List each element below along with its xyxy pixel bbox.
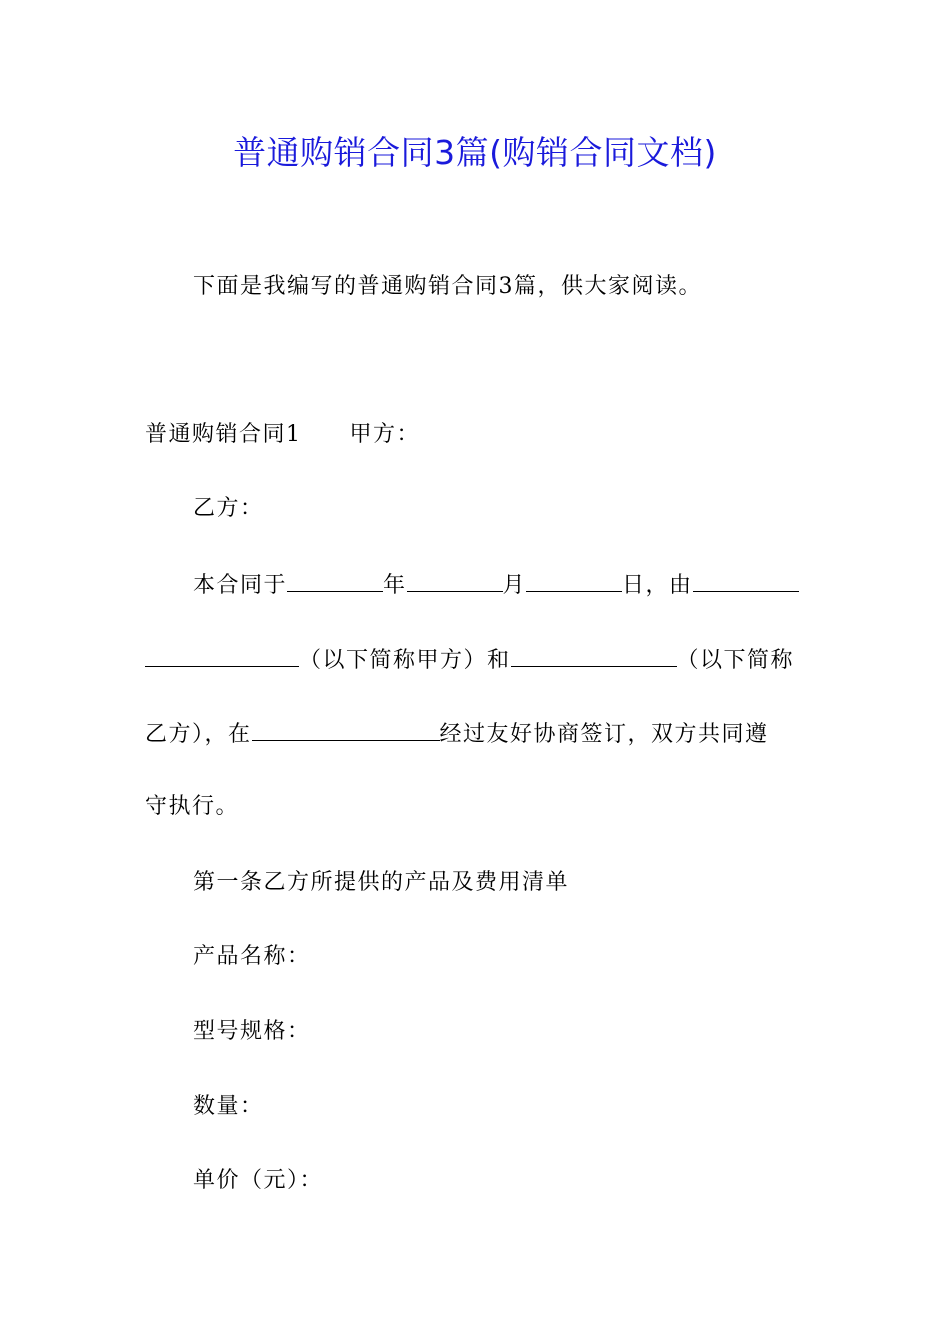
contract-heading-line [145, 418, 420, 452]
article-1-heading: 第一条乙方所提供的产品及费用清单 [193, 870, 570, 895]
abbr-party-b: （以下简称 [676, 648, 795, 673]
month-label: 月 [502, 573, 527, 598]
party-a-label: 甲方： [349, 422, 421, 447]
unit-price-label: 单价（元）： [193, 1168, 324, 1193]
quantity-label: 数量： [193, 1094, 264, 1119]
abbr-party-a: （以下简称甲方）和 [299, 648, 511, 673]
place-prefix: 乙方），在 [145, 722, 252, 747]
party-a-name-blank [145, 642, 299, 667]
day-blank [526, 567, 622, 592]
place-line [145, 716, 769, 752]
place-blank [252, 716, 440, 741]
date-prefix: 本合同于 [193, 573, 288, 598]
intro-paragraph: 下面是我编写的普通购销合同3篇，供大家阅读。 [193, 274, 702, 299]
day-label: 日，由 [622, 573, 693, 598]
party-line [145, 642, 794, 678]
month-blank [407, 567, 503, 592]
year-label: 年 [383, 573, 407, 598]
year-blank [287, 567, 383, 592]
date-line [193, 567, 799, 603]
contract-heading: 普通购销合同1 [145, 422, 302, 447]
document-title: 普通购销合同3篇(购销合同文档) [233, 133, 717, 172]
product-name-label: 产品名称： [193, 944, 311, 969]
party-a-name-blank-start [693, 567, 799, 592]
model-spec-label: 型号规格： [193, 1019, 311, 1044]
party-b-name-blank [511, 642, 677, 667]
place-line-end: 守执行。 [145, 794, 240, 819]
party-b-label: 乙方： [193, 496, 264, 521]
place-suffix: 经过友好协商签订，双方共同遵 [439, 722, 769, 747]
